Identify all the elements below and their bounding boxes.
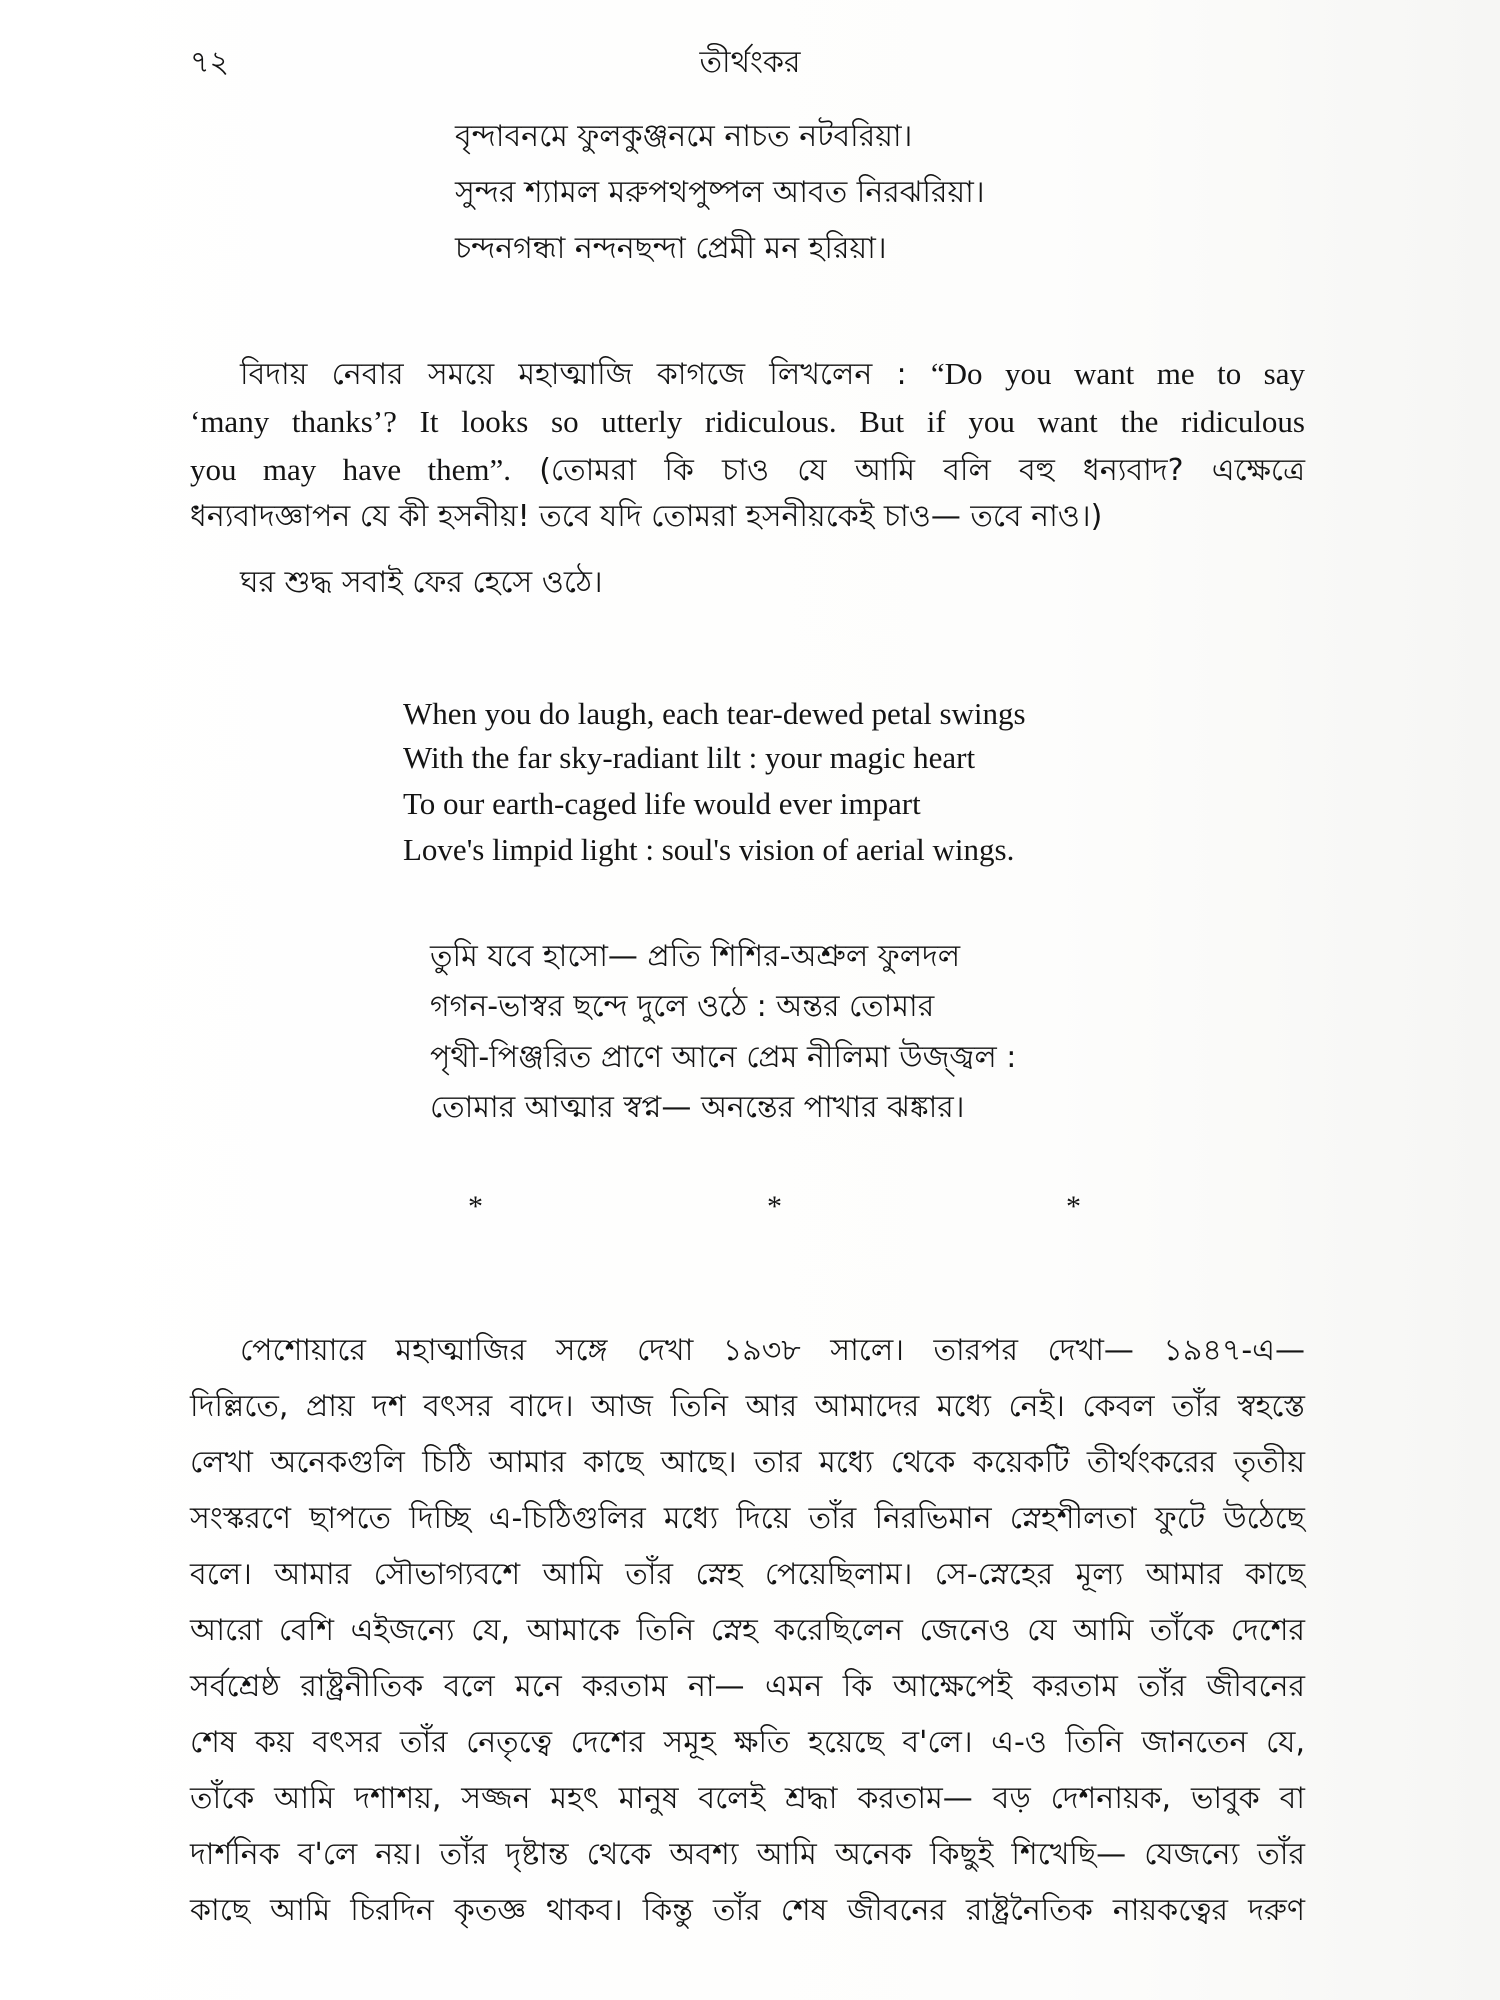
english-poem-line: When you do laugh, each tear-dewed petal swings	[403, 696, 1026, 731]
separator-star: *	[468, 1190, 483, 1223]
bengali-poem-line: গগন-ভাস্বর ছন্দে দুলে ওঠে : অন্তর তোমার	[430, 989, 935, 1024]
text-bengali: (তোমরা কি চাও যে আমি বলি বহু ধন্যবাদ? এক্ষেত্রে	[539, 453, 1305, 488]
paragraph-line	[190, 358, 1305, 390]
paragraph-line: দার্শনিক ব'লে নয়। তাঁর দৃষ্টান্ত থেকে অবশ্য আমি অনেক কিছুই শিখেছি— যেজন্যে তাঁর	[190, 1837, 1305, 1872]
english-poem-line: With the far sky-radiant lilt : your magic heart	[403, 740, 976, 775]
running-title: তীর্থংকর	[699, 45, 801, 80]
song-line: বৃন্দাবনমে ফুলকুঞ্জনমে নাচত নটবরিয়া।	[455, 119, 913, 154]
text-english: “Do you want me to say	[930, 356, 1305, 391]
paragraph-line: সংস্করণে ছাপতে দিচ্ছি এ-চিঠিগুলির মধ্যে দিয়ে তাঁর নিরভিমান স্নেহশীলতা ফুটে উঠেছে	[190, 1501, 1305, 1536]
text-english: you may have them”.	[190, 452, 512, 487]
laugh-line: ঘর শুদ্ধ সবাই ফের হেসে ওঠে।	[240, 565, 603, 600]
english-poem-line: To our earth-caged life would ever impart	[403, 786, 921, 821]
separator-star: *	[767, 1190, 782, 1223]
bengali-poem-line: পৃথী-পিঞ্জরিত প্রাণে আনে প্রেম নীলিমা উজ্জ্বল :	[430, 1040, 1017, 1075]
paragraph-line: সর্বশ্রেষ্ঠ রাষ্ট্রনীতিক বলে মনে করতাম না— এমন কি আক্ষেপেই করতাম তাঁর জীবনের	[190, 1669, 1305, 1704]
paragraph-line	[190, 454, 1305, 486]
song-line: সুন্দর শ্যামল মরুপথপুষ্পল আবত নিরঝরিয়া।	[455, 175, 985, 210]
song-line: চন্দনগন্ধা নন্দনছন্দা প্রেমী মন হরিয়া।	[455, 231, 887, 266]
section-separator	[0, 1190, 1500, 1230]
page-number: ৭২	[190, 45, 230, 80]
paragraph-line: ধন্যবাদজ্ঞাপন যে কী হসনীয়! তবে যদি তোমরা হসনীয়কেই চাও— তবে নাও।)	[190, 499, 1103, 534]
separator-star: *	[1066, 1190, 1081, 1223]
paragraph-line: লেখা অনেকগুলি চিঠি আমার কাছে আছে। তার মধ্যে থেকে কয়েকটি তীর্থংকরের তৃতীয়	[190, 1445, 1305, 1480]
paragraph-line: বলে। আমার সৌভাগ্যবশে আমি তাঁর স্নেহ পেয়েছিলাম। সে-স্নেহের মূল্য আমার কাছে	[190, 1557, 1305, 1592]
bengali-poem-line: তোমার আত্মার স্বপ্ন— অনন্তের পাখার ঝঙ্কার।	[430, 1090, 965, 1125]
paragraph-line: শেষ কয় বৎসর তাঁর নেতৃত্বে দেশের সমূহ ক্ষতি হয়েছে ব'লে। এ-ও তিনি জানতেন যে,	[190, 1725, 1305, 1760]
paragraph-line: পেশোয়ারে মহাত্মাজির সঙ্গে দেখা ১৯৩৮ সালে। তারপর দেখা— ১৯৪৭-এ—	[240, 1333, 1305, 1368]
bengali-poem-line: তুমি যবে হাসো— প্রতি শিশির-অশ্রুল ফুলদল	[430, 939, 961, 974]
text-bengali: বিদায় নেবার সময়ে মহাত্মাজি কাগজে লিখলেন :	[240, 357, 907, 392]
paragraph-line: তাঁকে আমি দশাশয়, সজ্জন মহৎ মানুষ বলেই শ্রদ্ধা করতাম— বড় দেশনায়ক, ভাবুক বা	[190, 1781, 1305, 1816]
page-header	[190, 38, 1310, 88]
paragraph-line: আরো বেশি এইজন্যে যে, আমাকে তিনি স্নেহ করেছিলেন জেনেও যে আমি তাঁকে দেশের	[190, 1613, 1305, 1648]
paragraph-line: দিল্লিতে, প্রায় দশ বৎসর বাদে। আজ তিনি আর আমাদের মধ্যে নেই। কেবল তাঁর স্বহস্তে	[190, 1389, 1305, 1424]
paragraph-line: ‘many thanks’? It looks so utterly ridiculous. But if you want the ridiculous	[190, 404, 1305, 439]
english-poem-line: Love's limpid light : soul's vision of aerial wings.	[403, 832, 1015, 867]
paragraph-line: কাছে আমি চিরদিন কৃতজ্ঞ থাকব। কিন্তু তাঁর শেষ জীবনের রাষ্ট্রনৈতিক নায়কত্বের দরুণ	[190, 1893, 1305, 1928]
